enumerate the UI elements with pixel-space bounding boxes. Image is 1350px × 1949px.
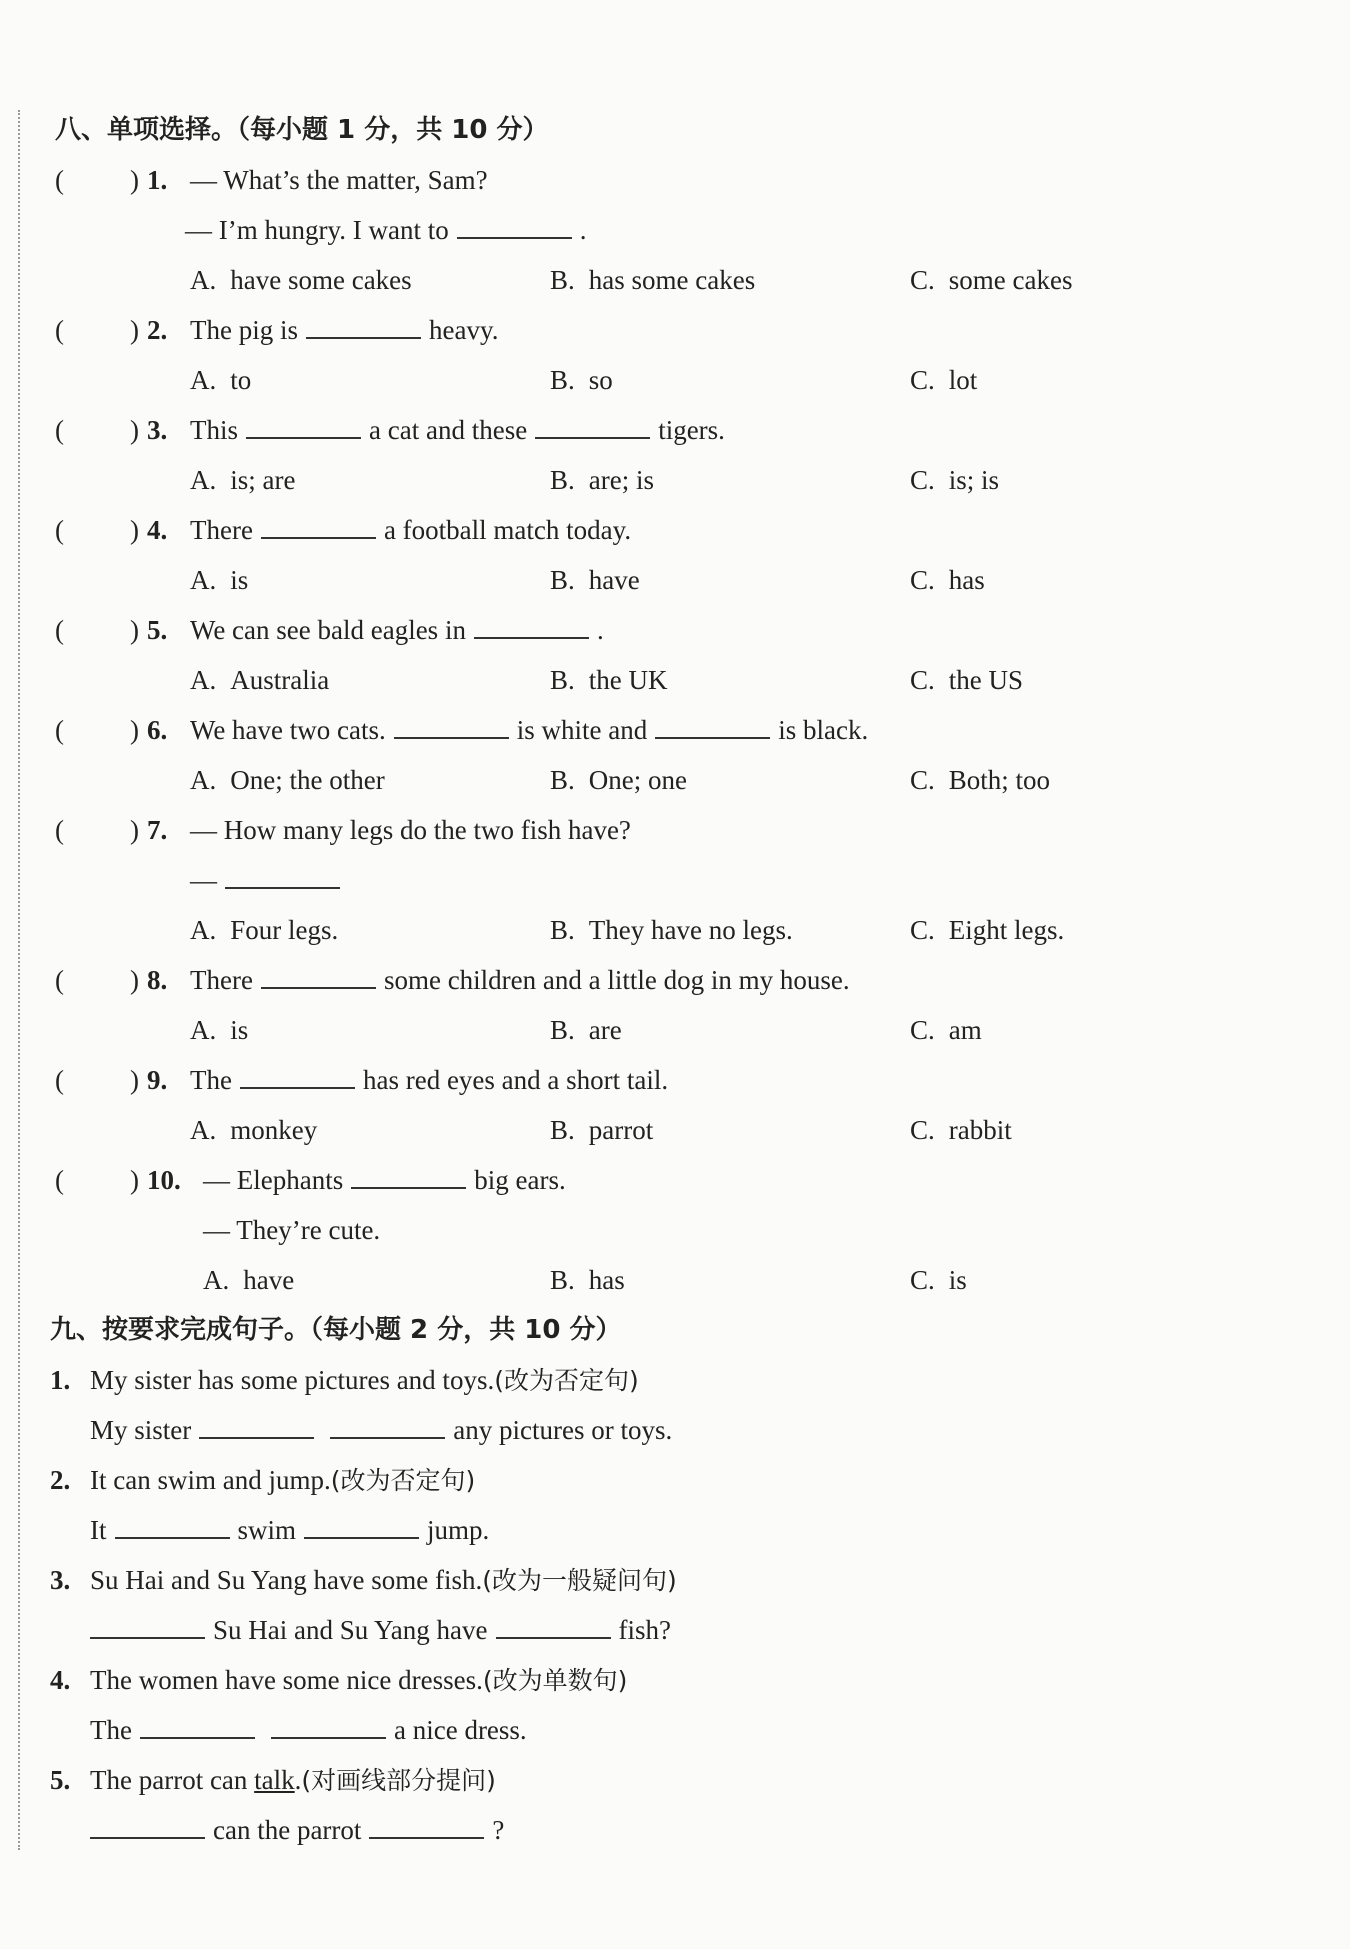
answer-blank[interactable]	[351, 1159, 466, 1189]
question-10-options	[55, 1255, 1295, 1305]
question-number: 10.	[147, 1165, 181, 1195]
answer-blank[interactable]	[535, 409, 650, 439]
question-7: ( ) 7. — How many legs do the two fish have?	[55, 805, 1295, 855]
option-c[interactable]: C. lot	[910, 365, 978, 395]
question-2: ( ) 2. The pig is heavy.	[55, 305, 1295, 355]
rewrite-item-1-answer: My sister any pictures or toys.	[55, 1405, 1295, 1455]
option-c[interactable]: C. is	[910, 1265, 967, 1295]
question-number: 6.	[147, 715, 168, 745]
question-number: 1.	[147, 165, 168, 195]
option-b[interactable]: B. the UK	[550, 665, 668, 695]
option-a[interactable]: A. is	[190, 1015, 249, 1045]
answer-blank[interactable]	[199, 1409, 314, 1439]
question-stem-line2: — I’m hungry. I want to .	[185, 205, 586, 255]
answer-blank[interactable]	[225, 859, 340, 889]
question-stem: This a cat and these tigers.	[190, 405, 725, 455]
option-b[interactable]: B. so	[550, 365, 613, 395]
question-4: ( ) 4. There a football match today.	[55, 505, 1295, 555]
question-7-answer-line	[55, 855, 1295, 905]
option-a[interactable]: A. have some cakes	[190, 265, 412, 295]
answer-blank[interactable]	[140, 1709, 255, 1739]
rewrite-item-5: 5. The parrot can talk.(对画线部分提问)	[50, 1765, 496, 1795]
question-9-options	[55, 1105, 1295, 1155]
answer-blank[interactable]	[496, 1609, 611, 1639]
answer-blank[interactable]	[394, 709, 509, 739]
question-1-options	[55, 255, 1295, 305]
option-c[interactable]: C. has	[910, 565, 985, 595]
rewrite-item-1: 1. My sister has some pictures and toys.(改为否定句)	[50, 1365, 639, 1395]
question-1-line-2	[55, 205, 1295, 255]
question-2-options	[55, 355, 1295, 405]
question-number: 4.	[147, 515, 168, 545]
question-stem: The pig is heavy.	[190, 305, 498, 355]
question-stem: — Elephants big ears.	[203, 1155, 566, 1205]
question-5: ( ) 5. We can see bald eagles in .	[55, 605, 1295, 655]
rewrite-item-3-answer: Su Hai and Su Yang have fish?	[55, 1605, 1295, 1655]
question-9: ( ) 9. The has red eyes and a short tail.	[55, 1055, 1295, 1105]
question-3-options	[55, 455, 1295, 505]
question-10-line-2	[55, 1205, 1295, 1255]
worksheet-content	[50, 105, 1295, 1855]
underlined-word: talk	[254, 1765, 295, 1795]
option-b[interactable]: B. have	[550, 565, 640, 595]
answer-blank[interactable]	[457, 209, 572, 239]
answer-bracket-close: )	[130, 165, 139, 195]
question-4-options	[55, 555, 1295, 605]
answer-blank[interactable]	[240, 1059, 355, 1089]
question-number: 8.	[147, 965, 168, 995]
question-10: ( ) 10. — Elephants big ears.	[55, 1155, 1295, 1205]
option-b[interactable]: B. are	[550, 1015, 622, 1045]
question-stem: There a football match today.	[190, 505, 631, 555]
question-number: 2.	[147, 315, 168, 345]
rewrite-item-5-answer: can the parrot ?	[55, 1805, 1295, 1855]
option-a[interactable]: A. is	[190, 565, 249, 595]
answer-blank[interactable]	[90, 1809, 205, 1839]
answer-blank[interactable]	[90, 1609, 205, 1639]
option-a[interactable]: A. Four legs.	[190, 915, 339, 945]
question-number: 5.	[147, 615, 168, 645]
question-stem: There some children and a little dog in my house.	[190, 955, 850, 1005]
answer-blank[interactable]	[655, 709, 770, 739]
rewrite-item-2-answer: It swim jump.	[55, 1505, 1295, 1555]
answer-blank[interactable]	[246, 409, 361, 439]
section-8-title: 八、单项选择。（每小题 1 分，共 10 分）	[55, 115, 549, 145]
answer-bracket-open: (	[55, 165, 64, 195]
option-b[interactable]: B. has	[550, 1265, 625, 1295]
question-stem: — What’s the matter, Sam?	[190, 165, 488, 195]
question-3: ( ) 3. This a cat and these tigers.	[55, 405, 1295, 455]
question-1	[55, 155, 1295, 205]
option-a[interactable]: A. to	[190, 365, 252, 395]
option-c[interactable]: C. Both; too	[910, 765, 1051, 795]
option-c[interactable]: C. some cakes	[910, 265, 1073, 295]
option-b[interactable]: B. One; one	[550, 765, 687, 795]
question-number: 3.	[147, 415, 168, 445]
rewrite-item-3: 3. Su Hai and Su Yang have some fish.(改为一般疑问句)	[50, 1565, 677, 1595]
question-number: 9.	[147, 1065, 168, 1095]
option-a[interactable]: A. Australia	[190, 665, 330, 695]
option-c[interactable]: C. the US	[910, 665, 1024, 695]
answer-line: —	[190, 855, 348, 905]
question-6-options	[55, 755, 1295, 805]
question-stem-line2: — They’re cute.	[203, 1215, 381, 1245]
answer-blank[interactable]	[271, 1709, 386, 1739]
option-a[interactable]: A. One; the other	[190, 765, 385, 795]
option-a[interactable]: A. have	[203, 1265, 295, 1295]
question-7-options	[55, 905, 1295, 955]
answer-blank[interactable]	[261, 509, 376, 539]
option-b[interactable]: B. has some cakes	[550, 265, 756, 295]
binding-margin-line	[18, 110, 20, 1850]
question-stem: We can see bald eagles in .	[190, 605, 604, 655]
answer-blank[interactable]	[330, 1409, 445, 1439]
option-b[interactable]: B. They have no legs.	[550, 915, 793, 945]
question-number: 7.	[147, 815, 168, 845]
question-stem: We have two cats. is white and is black.	[190, 705, 868, 755]
rewrite-item-4: 4. The women have some nice dresses.(改为单数句)	[50, 1665, 628, 1695]
rewrite-item-4-answer: The a nice dress.	[55, 1705, 1295, 1755]
option-c[interactable]: C. rabbit	[910, 1115, 1012, 1145]
answer-blank[interactable]	[306, 309, 421, 339]
option-c[interactable]: C. is; is	[910, 465, 1000, 495]
option-b[interactable]: B. parrot	[550, 1115, 654, 1145]
option-b[interactable]: B. are; is	[550, 465, 654, 495]
rewrite-item-2: 2. It can swim and jump.(改为否定句)	[50, 1465, 476, 1495]
option-c[interactable]: C. Eight legs.	[910, 915, 1065, 945]
question-stem: The has red eyes and a short tail.	[190, 1055, 668, 1105]
question-stem: — How many legs do the two fish have?	[190, 815, 631, 845]
option-a[interactable]: A. monkey	[190, 1115, 318, 1145]
answer-blank[interactable]	[474, 609, 589, 639]
answer-blank[interactable]	[115, 1509, 230, 1539]
answer-blank[interactable]	[304, 1509, 419, 1539]
question-5-options	[55, 655, 1295, 705]
answer-blank[interactable]	[369, 1809, 484, 1839]
question-8-options	[55, 1005, 1295, 1055]
option-c[interactable]: C. am	[910, 1015, 982, 1045]
answer-blank[interactable]	[261, 959, 376, 989]
question-8: ( ) 8. There some children and a little dog in my house.	[55, 955, 1295, 1005]
option-a[interactable]: A. is; are	[190, 465, 296, 495]
question-6: ( ) 6. We have two cats. is white and is black.	[55, 705, 1295, 755]
section-9-title: 九、按要求完成句子。（每小题 2 分，共 10 分）	[50, 1315, 622, 1345]
